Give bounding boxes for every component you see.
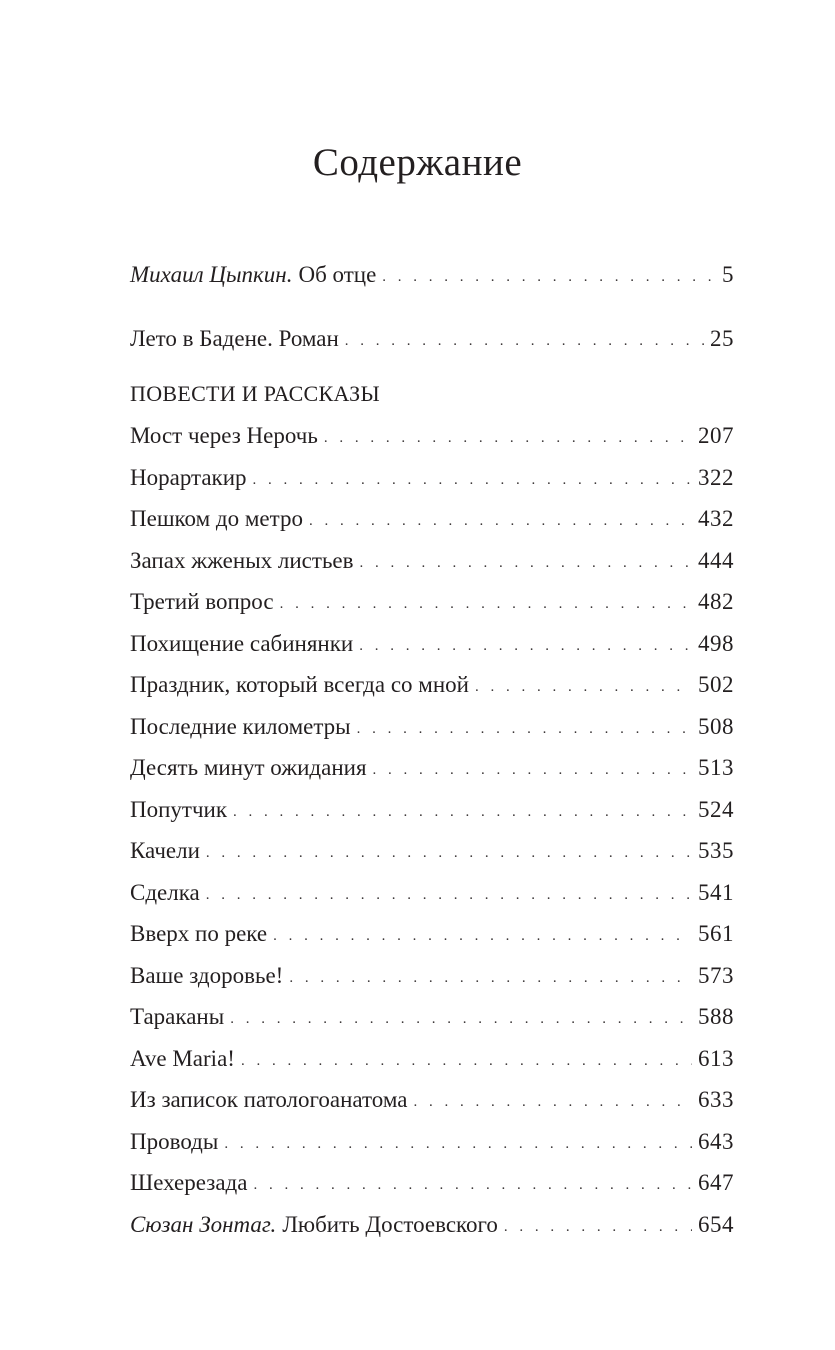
dot-leader [206, 837, 692, 869]
toc-entry[interactable] [130, 420, 734, 452]
toc-entry-title: Похищение сабинянки [130, 630, 354, 656]
toc-entry[interactable] [130, 323, 734, 355]
toc-entry[interactable] [130, 628, 734, 660]
toc-entry[interactable] [130, 259, 734, 291]
dot-leader [253, 1169, 692, 1201]
dot-leader [233, 796, 692, 828]
toc-entry-title: Третий вопрос [130, 589, 274, 614]
toc-entry[interactable] [130, 1001, 734, 1033]
dot-leader [206, 879, 692, 911]
dot-leader [224, 1128, 692, 1160]
toc-entry-page: 647 [698, 1170, 734, 1195]
dot-leader [345, 325, 704, 357]
toc-entry-page: 444 [698, 547, 734, 573]
toc-entry[interactable] [130, 462, 734, 494]
dot-leader [280, 588, 692, 620]
toc-entry-page: 561 [698, 921, 734, 946]
toc-entry-page: 5 [722, 262, 734, 287]
toc-entry[interactable] [130, 1167, 734, 1199]
section-heading: ПОВЕСТИ И РАССКАЗЫ [130, 381, 380, 406]
toc-entry-title: Любить Достоевского [282, 1211, 498, 1237]
toc-entry-title: Проводы [130, 1128, 219, 1154]
toc-entry-title: Запах жженых листьев [130, 547, 354, 573]
dot-leader [373, 754, 692, 786]
toc-entry-page: 524 [698, 796, 734, 822]
toc-entry-title: Сделка [130, 879, 200, 905]
toc-entry-title: Из записок патологоанатома [130, 1087, 408, 1112]
dot-leader [504, 1211, 692, 1243]
toc-entry-author: Михаил Цыпкин. [130, 262, 293, 287]
dot-leader [241, 1045, 692, 1077]
dot-leader [382, 261, 716, 293]
toc-entry-page: 25 [710, 326, 734, 351]
toc-entry-title: Шехерезада [130, 1170, 248, 1195]
dot-leader [289, 962, 692, 994]
toc-entry[interactable] [130, 1084, 734, 1116]
toc-entry-author: Сюзан Зонтаг. [130, 1211, 277, 1237]
toc-entry-page: 573 [698, 962, 734, 988]
toc-entry-page: 654 [698, 1211, 734, 1237]
page-title: Содержание [312, 141, 523, 184]
dot-leader [359, 630, 692, 662]
toc-entry[interactable] [130, 586, 734, 618]
toc-entry[interactable] [130, 1209, 734, 1241]
toc-entry-title: Ave Maria! [130, 1045, 235, 1071]
toc-entry[interactable] [130, 835, 734, 867]
dot-leader [273, 920, 692, 952]
toc-entry-page: 482 [698, 589, 734, 614]
toc-entry[interactable] [130, 1043, 734, 1075]
toc-entry-title: Последние километры [130, 713, 351, 739]
toc-entry-page: 502 [698, 672, 734, 697]
dot-leader [230, 1003, 692, 1035]
toc-entry-title: Десять минут ожидания [130, 755, 367, 780]
toc-entry-title: Об отце [298, 262, 377, 287]
toc-entry[interactable] [130, 794, 734, 826]
toc-entry[interactable] [130, 960, 734, 992]
toc-entry-page: 432 [698, 506, 734, 531]
toc-entry-page: 207 [698, 423, 734, 448]
toc-entry-page: 498 [698, 630, 734, 656]
dot-leader [360, 547, 693, 579]
toc-entry[interactable] [130, 1126, 734, 1158]
dot-leader [253, 464, 692, 496]
toc-entry-title: Норартакир [130, 464, 247, 490]
toc-entry-page: 513 [698, 755, 734, 780]
toc-entry[interactable] [130, 503, 734, 535]
toc-entry-page: 535 [698, 838, 734, 863]
dot-leader [309, 505, 692, 537]
toc-entry-page: 588 [698, 1004, 734, 1029]
toc-entry-title: Лето в Бадене. Роман [130, 326, 339, 351]
toc-entry-page: 322 [698, 464, 734, 490]
toc-entry-title: Попутчик [130, 796, 228, 822]
toc-entry-page: 541 [698, 879, 734, 905]
dot-leader [357, 713, 692, 745]
toc-entry[interactable] [130, 918, 734, 950]
toc-entry[interactable] [130, 752, 734, 784]
toc-entry-page: 508 [698, 713, 734, 739]
toc-entry[interactable] [130, 877, 734, 909]
toc-entry-title: Тараканы [130, 1004, 225, 1029]
toc-entry[interactable] [130, 545, 734, 577]
toc-entry-title: Ваше здоровье! [130, 962, 284, 988]
toc-entry-page: 633 [698, 1087, 734, 1112]
toc-entry-page: 643 [698, 1128, 734, 1154]
toc-entry-title: Мост через Нерочь [130, 423, 318, 448]
toc-entry[interactable] [130, 711, 734, 743]
toc-entry-title: Праздник, который всегда со мной [130, 672, 469, 697]
toc-entry[interactable] [130, 669, 734, 701]
toc-entry-title: Вверх по реке [130, 921, 268, 946]
dot-leader [413, 1086, 692, 1118]
toc-entry-title: Пешком до метро [130, 506, 303, 531]
toc-entry-title: Качели [130, 838, 200, 863]
toc-entry-page: 613 [698, 1045, 734, 1071]
dot-leader [324, 422, 692, 454]
dot-leader [475, 671, 692, 703]
